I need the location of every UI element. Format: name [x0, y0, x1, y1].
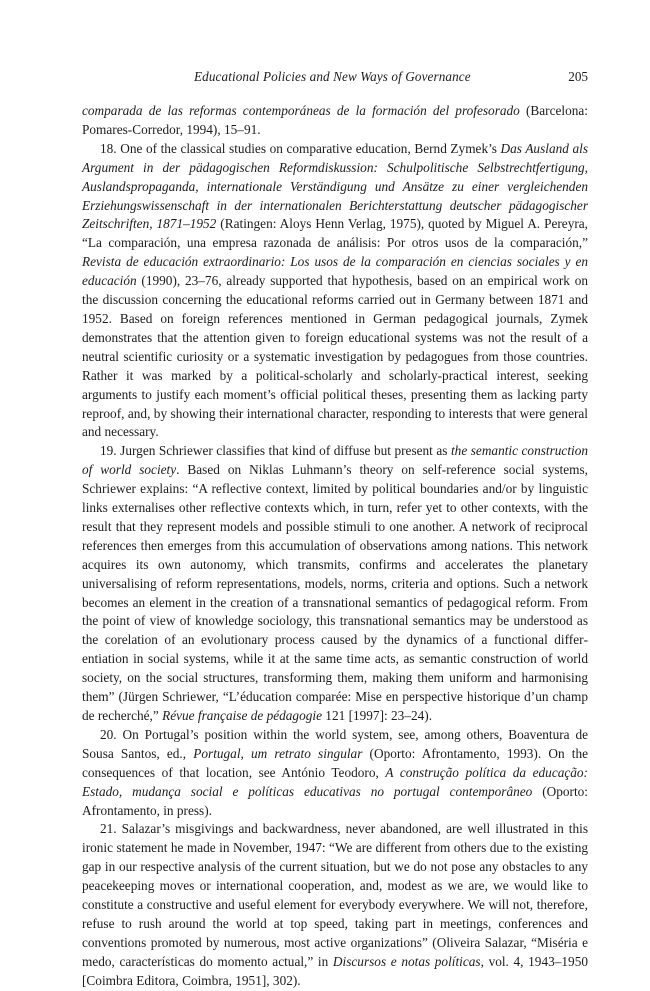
note-text-italic: Révue française de pédagogie	[162, 708, 322, 723]
note-text: , vol. 4, 1943–1950 [Coimbra Editora, Coimbra, 1951], 302).	[82, 953, 588, 988]
note-continuation	[82, 102, 588, 140]
note-number: 21.	[100, 821, 117, 837]
note-21	[82, 820, 588, 990]
note-text: On Portugal’s position within the world system, see, among others, Boaventura de Sousa Santos, ed.,	[82, 726, 588, 761]
running-title: Educational Policies and New Ways of Governance	[194, 69, 471, 84]
note-number: 20.	[100, 726, 117, 742]
note-text: (Ratingen: Aloys Henn Verlag, 1975), quoted by Miguel A. Pereyra, “La comparación, una empresa razonada de análisis: Por otros usos de la comparación,”	[82, 216, 589, 251]
note-text: Jurgen Schriewer classifies that kind of diffuse but present as	[120, 443, 451, 459]
note-text: (Oporto: Afrontamento, 1993). On the consequences of that location, see António Teodoro,	[82, 745, 588, 780]
page-number: 205	[568, 69, 588, 84]
note-text-italic: comparada de las reformas contemporáneas de la formación del profesorado	[82, 103, 520, 118]
note-text: Salazar’s misgivings and backwardness, never abandoned, are well illustrated in this ironic statement he made in November, 1947: “We are different from others due to the existing gap in our respective analysis of the current situation, but we do not pose any obstacles to any peacekeeping moves or international cooperation, and, modest as we are, we would like to constitute a constructive and useful element for everybody everywhere. We will not, therefore, refuse to rush around the world at top speed, taking part in meetings, conferences and conventions promoted by numerous, most active organizations” (Oliveira Salazar, “Miséria e medo, características do momento actual,” in	[82, 821, 588, 969]
note-text: 121 [1997]: 23–24).	[321, 708, 433, 723]
note-19	[82, 442, 588, 726]
note-text-italic: Das Ausland als Argument in der pädagogischen Reformdiskussion: Schulpolitische Selbstrechtfertigung, Auslandspropaganda, internationale Verständigung und Ansätze zu einer vergleichenden Erziehungswissenschaft in der internationalen Berichterstattung deutscher pädagogischer Zeitschriften, 1871–1952	[82, 140, 588, 232]
note-20	[82, 726, 588, 821]
note-text-italic: Revista de educación extraordinario: Los usos de la comparación en ciencias sociales y en educación	[82, 254, 588, 289]
book-page	[82, 66, 588, 991]
note-text-italic: Portugal, um retrato singular	[193, 745, 363, 761]
endnotes	[82, 102, 588, 991]
note-number: 18.	[100, 140, 117, 156]
note-text-italic: Discursos e notas políticas	[332, 953, 481, 969]
note-text: One of the classical studies on comparative education, Bernd Zymek’s	[120, 140, 501, 156]
note-text: (Oporto: Afrontamento, in press).	[82, 783, 588, 818]
note-text: (Barcelona: Pomares-Corredor, 1994), 15–91.	[82, 103, 588, 137]
running-head	[82, 66, 588, 88]
note-text-italic: the semantic construction of world society	[82, 443, 589, 478]
note-18	[82, 140, 588, 443]
note-text: (1990), 23–76, already supported that hypothesis, based on an empirical work on the discussion concerning the educational reforms carried out in Germany between 1871 and 1952. Based on foreign references mentioned in German pedagogical journals, Zymek demonstrates that the attention given to foreign educational systems was not the result of a neutral scientific curiosity or a systematic investigation by pedagogues from those countries. Rather it was marked by a political-scholarly and scholarly-practical interest, seeking arguments to justify each moment’s official political theses, presenting them as lacking party reproof, and, by showing their international character, responding to interests that were general and necessary.	[82, 273, 588, 440]
note-number: 19.	[100, 443, 117, 459]
note-text-italic: A construção política da educação: Estado, mudança social e políticas educativas no portugal contemporâneo	[82, 764, 588, 799]
note-text: . Based on Niklas Luhmann’s theory on self-reference social systems, Schriewer explains: “A reflective context, limited by political boundaries and/or by linguistic links externalises other reflective contexts which, in turn, refer yet to other contexts, with the result that they represent models and possible stimuli to one another. A network of reciprocal references then emerges from this accumulation of observations among nations. This network acquires its own autonomy, which transmits, confirms and accelerates the planetary universalising of reform representations, models, norms, criteria and options. Such a network becomes an element in the creation of a transnational semantics of pedagogical reform. From the point of view of knowledge sociology, this transnational semantics may be understood as the corelation of an evolutionary process caused by the dynamics of a functional differentiation in social systems, while it at the same time acts, as semantic construction of world society, on the social structures, transforming them, making them uniform and harmonising them” (Jürgen Schriewer, “L’éducation comparée: Mise en perspective historique d’un champ de recherché,”	[82, 462, 588, 723]
